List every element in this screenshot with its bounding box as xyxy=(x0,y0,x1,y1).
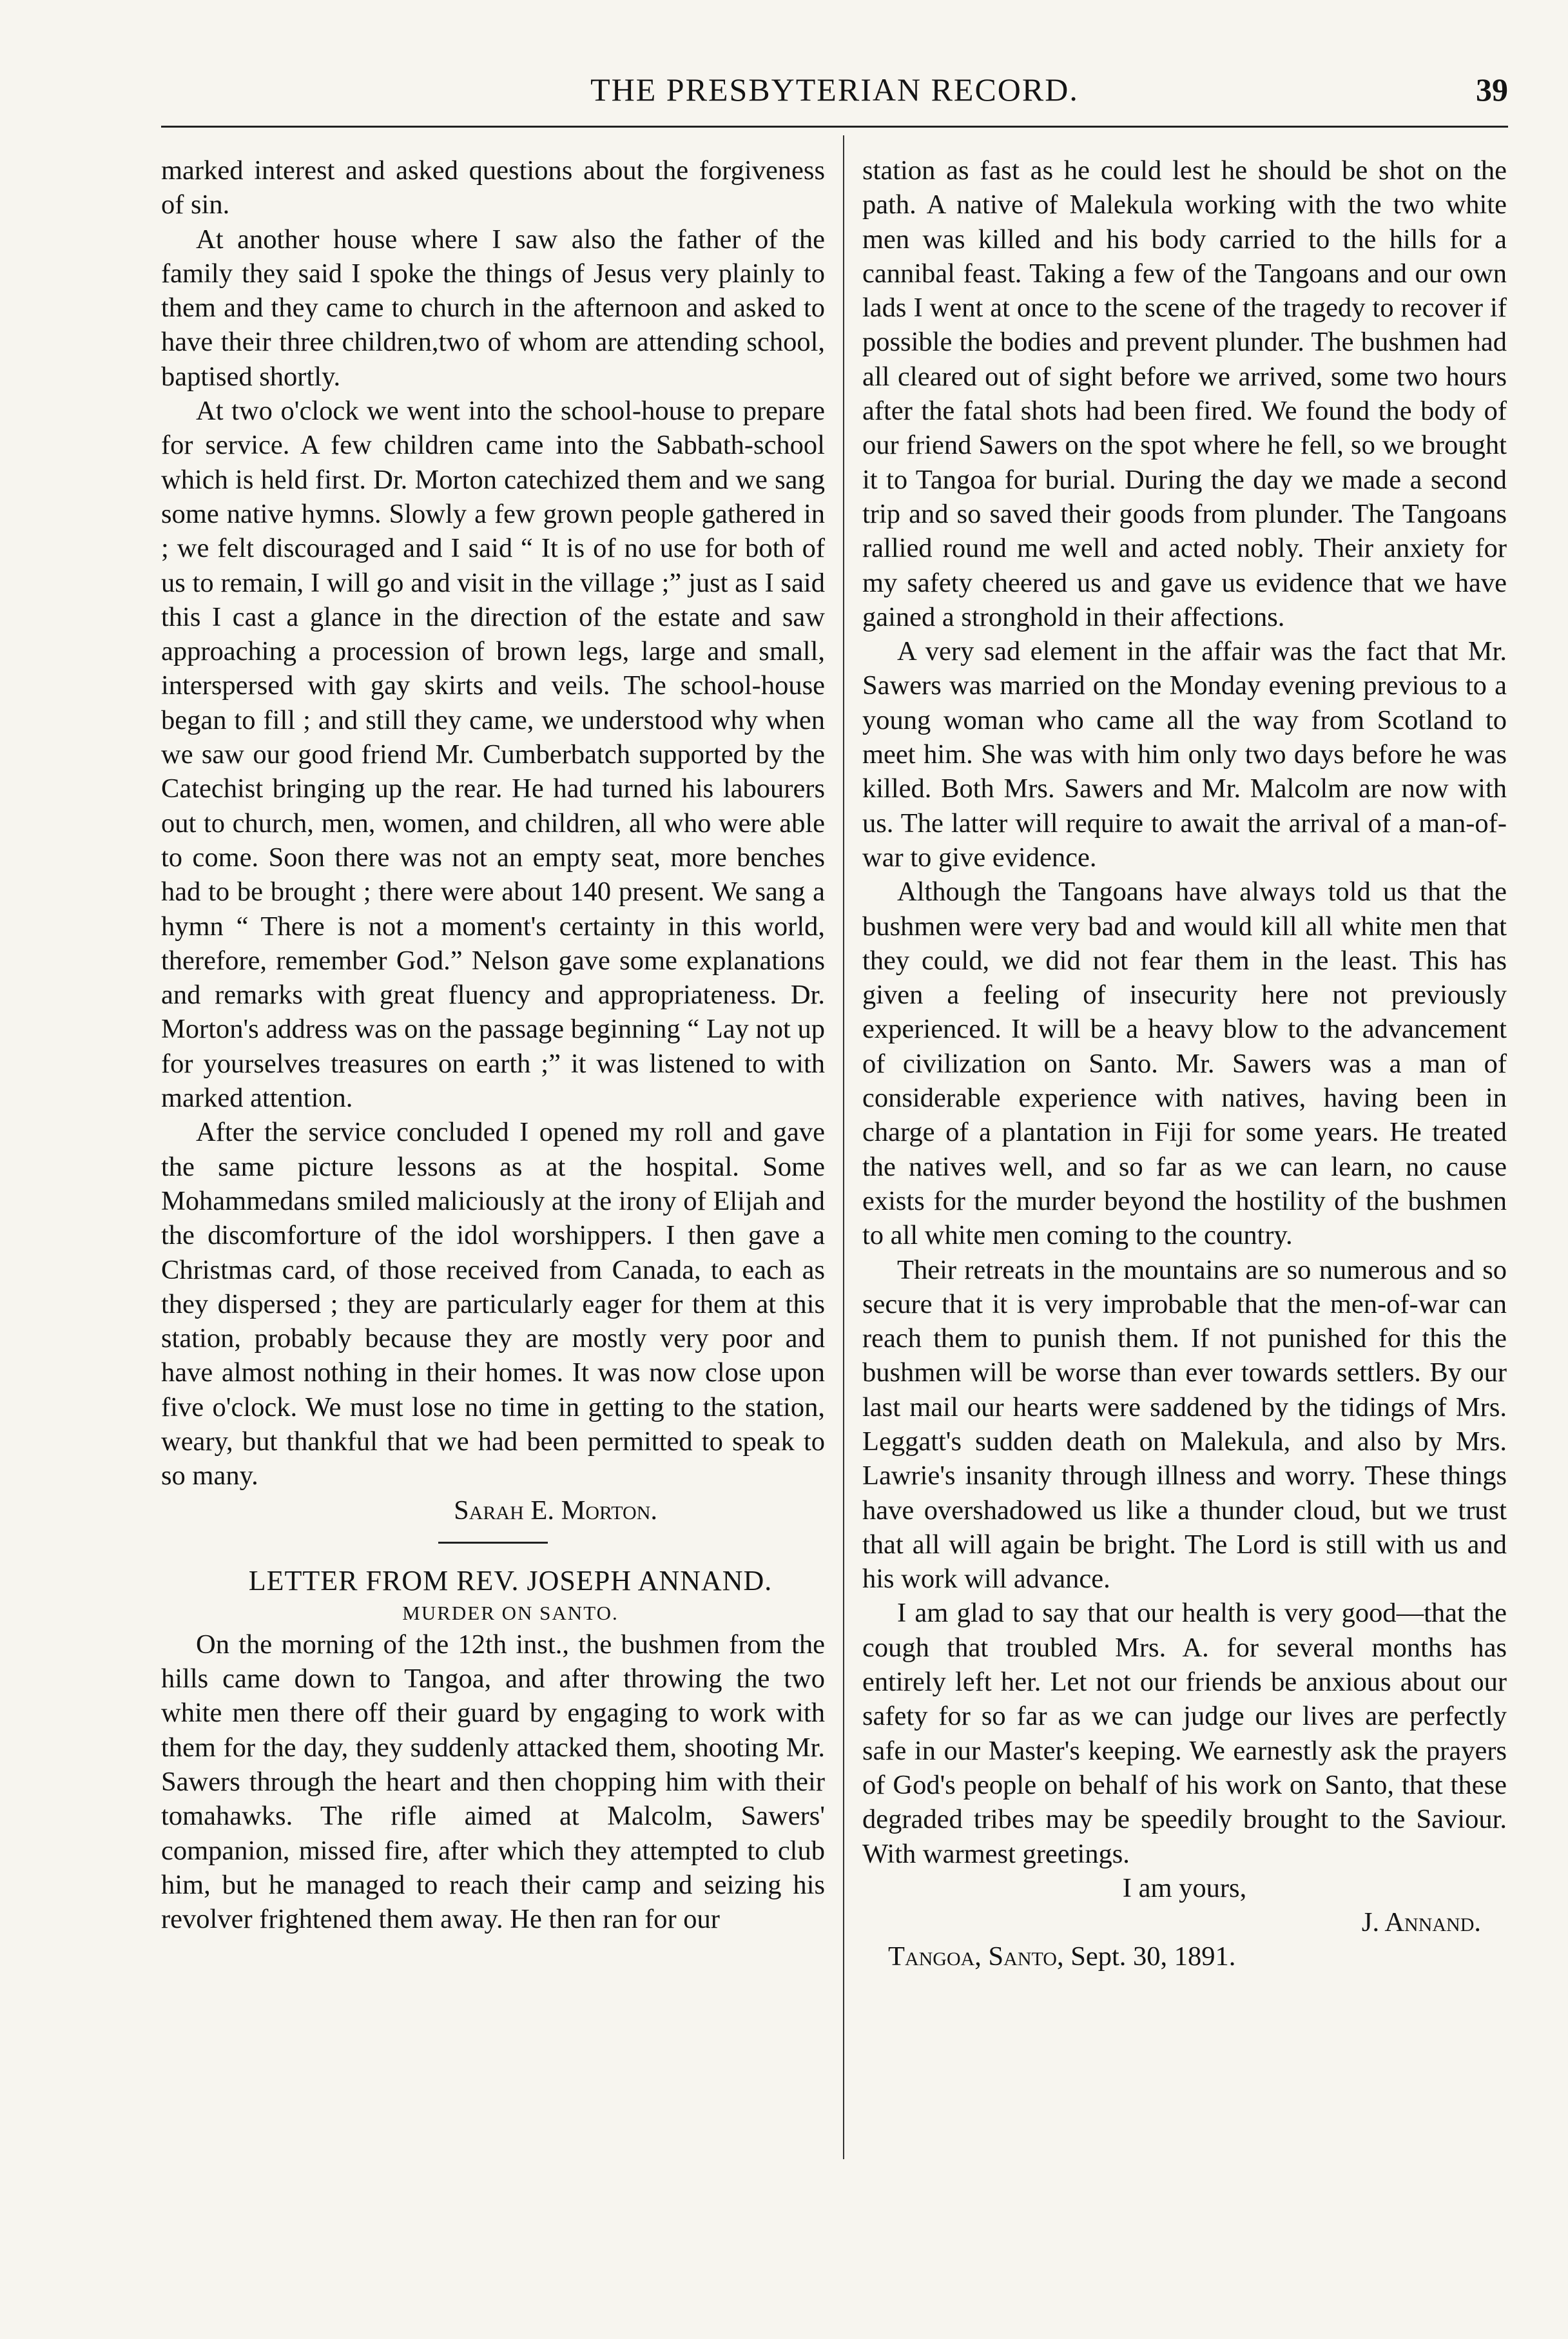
body-paragraph: marked interest and asked questions about the forgiveness of sin. xyxy=(161,155,825,220)
section-separator xyxy=(438,1542,548,1544)
body-paragraph: Although the Tangoans have always told us that the bushmen were very bad and would kill all white men that they could, we did not fear them in the least. This has given a feeling of insecurity here not previously experienced. It will be a heavy blow to the advancement of civilization on Santo. Mr. Sawers was a man of considerable experience with natives, having been in charge of a plantation in Fiji for some years. He treated the natives well, and so far as we can learn, no cause exists for the murder beyond the hostility of the bushmen to all white men coming to the country. xyxy=(862,877,1507,1251)
body-paragraph: I am glad to say that our health is very good—that the cough that troubled Mrs. A. for several months has entirely left her. Let not our friends be anxious about our safety for so far as we can judge our lives are perfectly safe in our Master's keeping. We earnestly ask the prayers of God's people on behalf of his work on Santo, that these degraded tribes may be speedily brought to the Saviour. With warmest greetings. xyxy=(862,1598,1507,1869)
letter-dateline xyxy=(862,1939,1507,1974)
column-divider xyxy=(843,135,844,2159)
header-rule xyxy=(161,126,1508,128)
dateline-place: Tangoa, Santo, xyxy=(888,1941,1064,1972)
body-paragraph: At another house where I saw also the father of the family they said I spoke the things of Jesus very plainly to them and they came to church in the afternoon and asked to have their three children,two of whom are attending school, baptised shortly. xyxy=(161,224,825,392)
body-paragraph: station as fast as he could lest he should be shot on the path. A native of Malekula working with the two white men was killed and his body carried to the hills for a cannibal feast. Taking a few of the Tangoans and our own lads I went at once to the scene of the tragedy to recover if possible the bodies and prevent plunder. The bushmen had all cleared out of sight before we arrived, some two hours after the fatal shots had been fired. We found the body of our friend Sawers on the spot where he fell, so we brought it to Tangoa for burial. During the day we made a second trip and so saved their goods from plunder. The Tangoans rallied round me well and acted nobly. Their anxiety for my safety cheered us and gave us evidence that we have gained a stronghold in their affections. xyxy=(862,155,1507,632)
letter-subheading: MURDER ON SANTO. xyxy=(402,1601,619,1624)
page-number: 39 xyxy=(1476,72,1508,108)
body-paragraph: On the morning of the 12th inst., the bushmen from the hills came down to Tangoa, and after throwing the two white men there off their guard by engaging to work with them for the day, they suddenly attacked them, shooting Mr. Sawers through the heart and then chopping him with their tomahawks. The rifle aimed at Malcolm, Sawers' companion, missed fire, after which they attempted to club him, but he managed to reach their camp and seizing his revolver frightened them away. He then ran for our xyxy=(161,1629,825,1935)
letter-heading: LETTER FROM REV. JOSEPH ANNAND. xyxy=(248,1564,773,1597)
right-column xyxy=(862,153,1507,1974)
body-paragraph: After the service concluded I opened my roll and gave the same picture lessons as at the hospital. Some Mohammedans smiled maliciously at the irony of Elijah and the discomforture of the idol worshippers. I then gave a Christmas card, of those received from Canada, to each as they dispersed ; they are particularly eager for them at this station, probably because they are mostly very poor and have almost nothing in their homes. It was now close upon five o'clock. We must lose no time in getting to the station, weary, but thankful that we had been permitted to speak to so many. xyxy=(161,1117,825,1491)
page-header xyxy=(161,71,1508,122)
author-signature: Sarah E. Morton. xyxy=(454,1495,657,1526)
publication-title: THE PRESBYTERIAN RECORD. xyxy=(590,72,1079,108)
body-paragraph: Their retreats in the mountains are so numerous and so secure that it is very improbable that the men-of-war can reach them to punish them. If not punished for this the bushmen will be worse than ever towards settlers. By our last mail our hearts were saddened by the tidings of Mrs. Leggatt's sudden death on Malekula, and also by Mrs. Lawrie's insanity through illness and worry. These things have overshadowed us like a thunder cloud, but we trust that all will again be bright. The Lord is still with us and his work will advance. xyxy=(862,1254,1507,1595)
letter-closing: I am yours, xyxy=(1122,1872,1247,1903)
body-paragraph: A very sad element in the affair was the fact that Mr. Sawers was married on the Monday evening previous to a young woman who came all the way from Scotland to meet him. She was with him only two days before he was killed. Both Mrs. Sawers and Mr. Malcolm are now with us. The latter will require to await the arrival of a man-of-war to give evidence. xyxy=(862,636,1507,873)
body-paragraph: At two o'clock we went into the school-house to prepare for service. A few children came into the Sabbath-school which is held first. Dr. Morton catechized them and we sang some native hymns. Slowly a few grown people gathered in ; we felt discouraged and I said “ It is of no use for both of us to remain, I will go and visit in the village ;” just as I said this I cast a glance in the direction of the estate and saw approaching a procession of brown legs, large and small, interspersed with gay skirts and veils. The school-house began to fill ; and still they came, we understood why when we saw our good friend Mr. Cumberbatch supported by the Catechist bringing up the rear. He had turned his labourers out to church, men, women, and children, all who were able to come. Soon there was not an empty seat, more benches had to be brought ; there were about 140 present. We sang a hymn “ There is not a moment's certainty in this world, therefore, remember God.” Nelson gave some explanations and remarks with great fluency and appropriateness. Dr. Morton's address was on the passage beginning “ Lay not up for yourselves treasures on earth ;” it was listened to with marked attention. xyxy=(161,396,825,1114)
left-column xyxy=(161,153,825,1937)
letter-signature: J. Annand. xyxy=(1361,1907,1481,1938)
dateline-date: Sept. 30, 1891. xyxy=(1070,1941,1236,1972)
